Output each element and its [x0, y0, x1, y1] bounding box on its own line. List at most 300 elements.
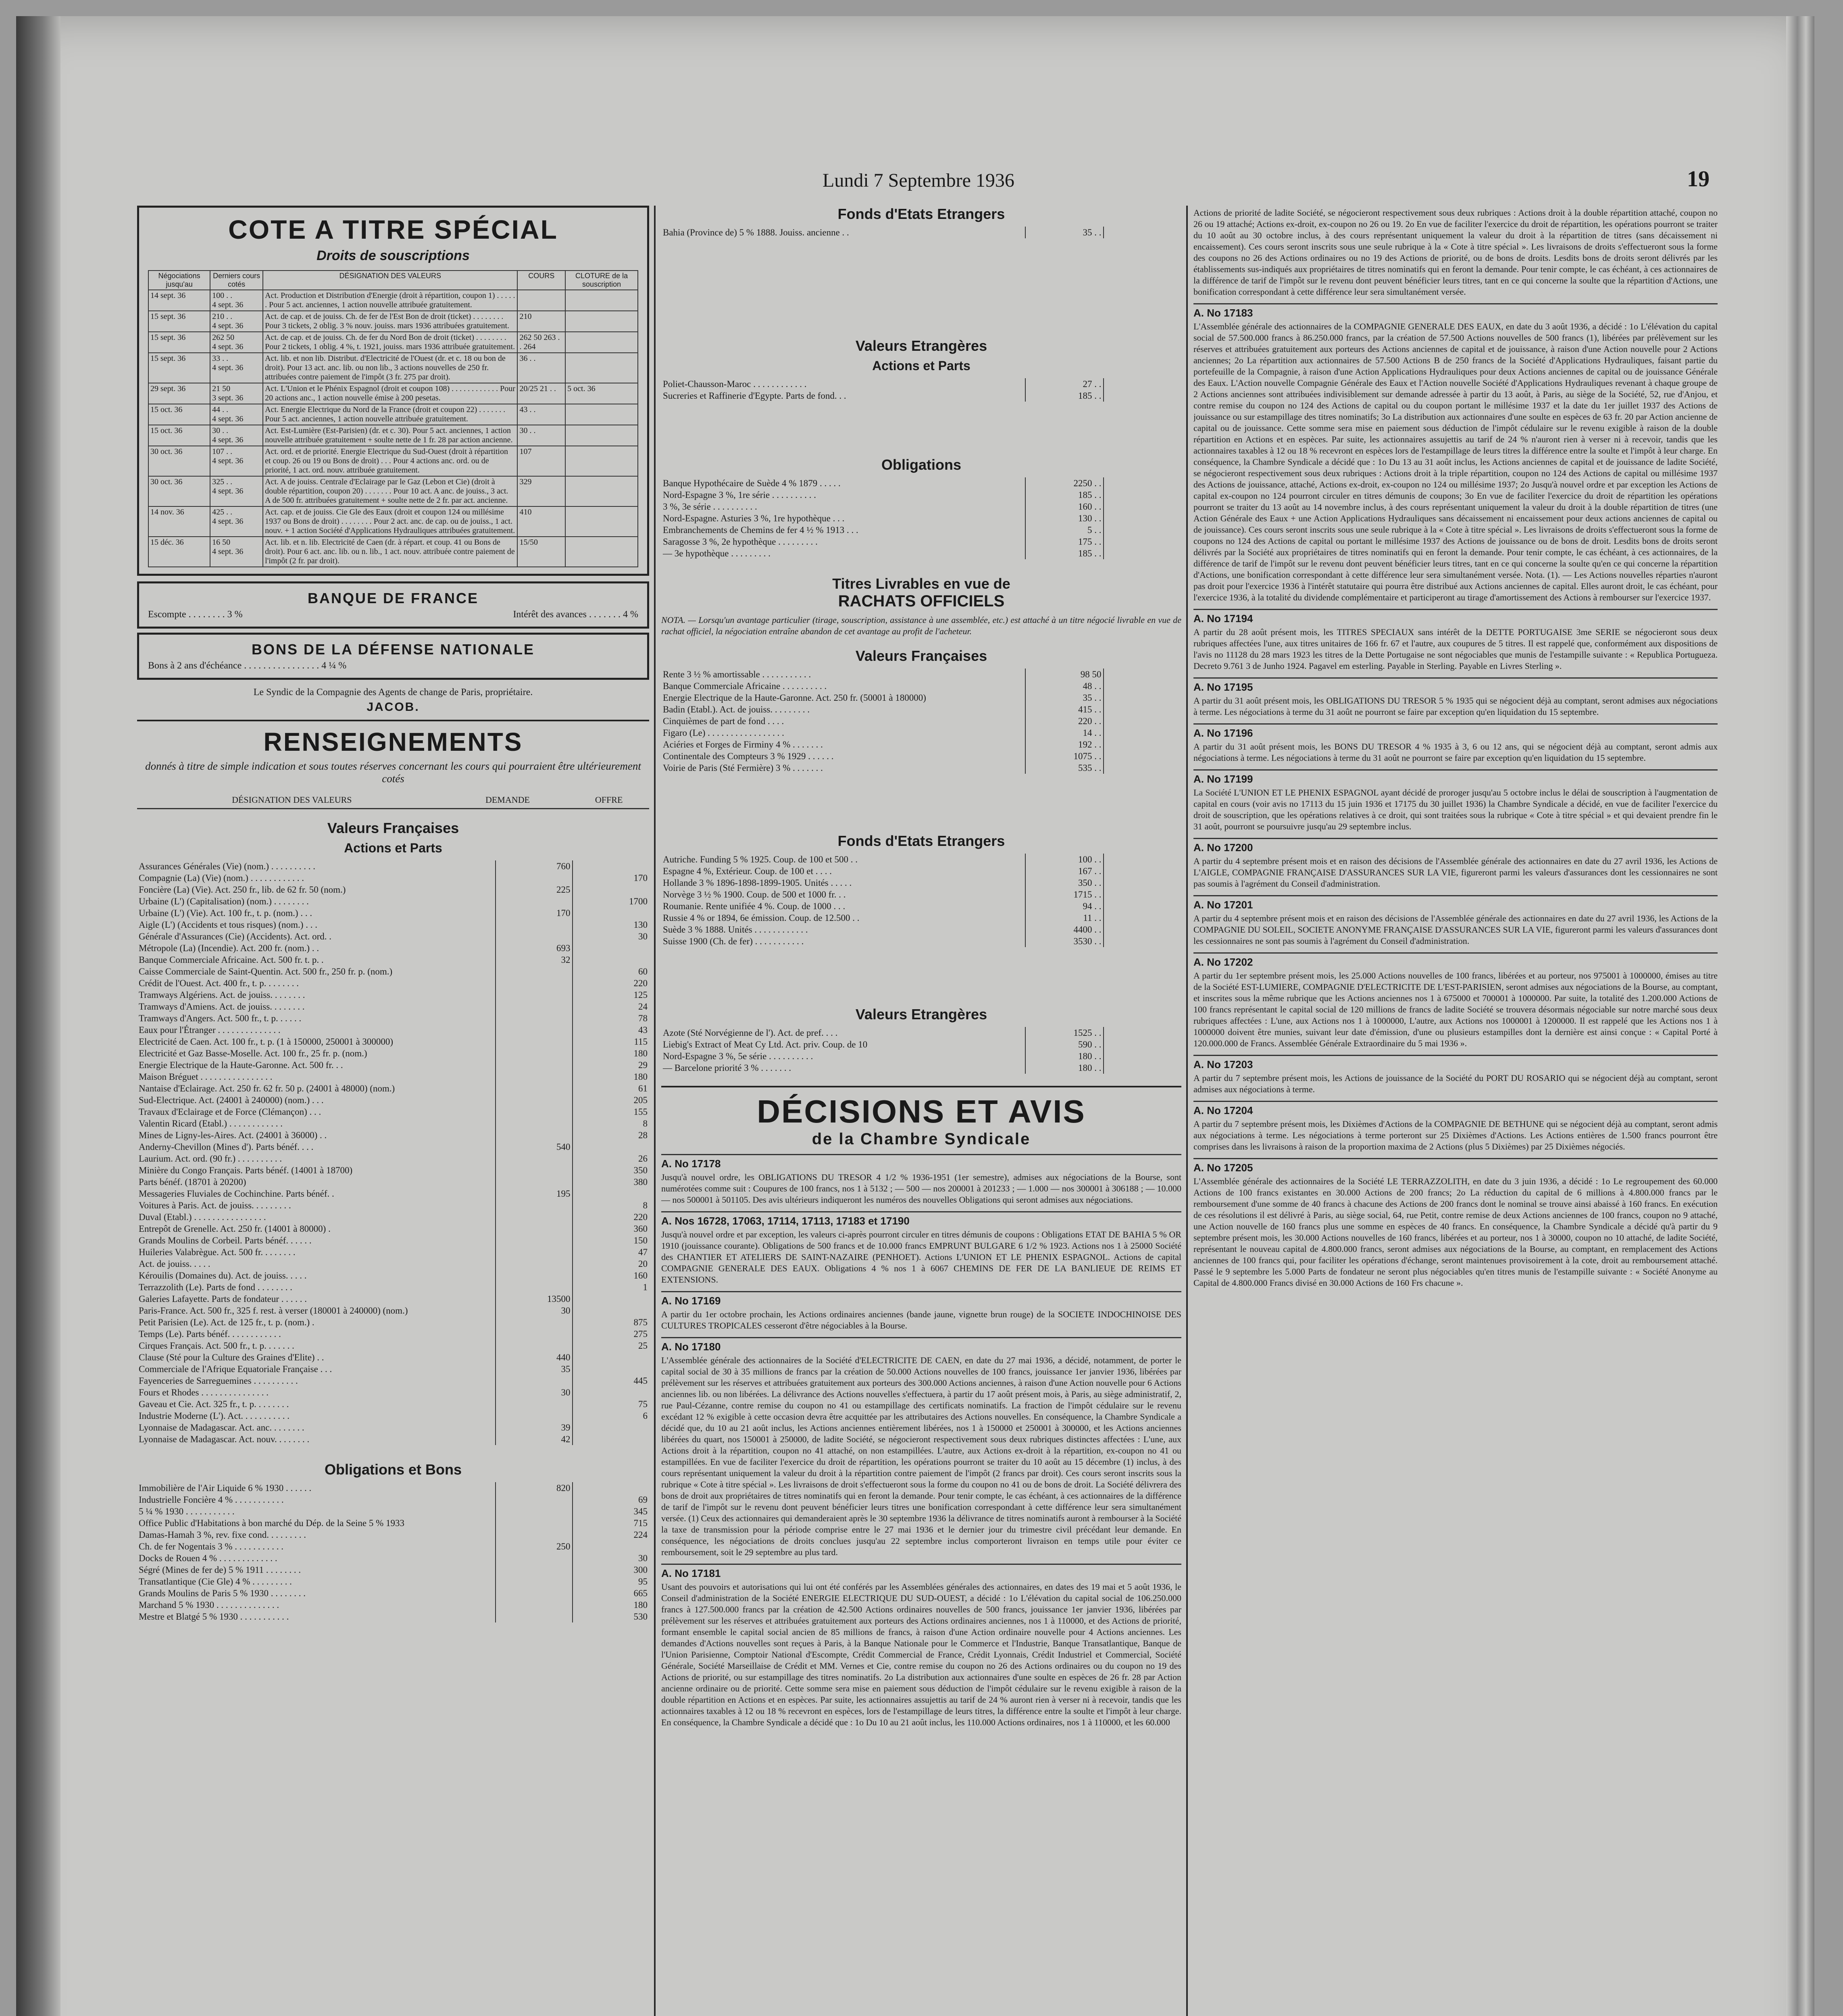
list-row [137, 1211, 649, 1223]
value-offre: 665 [573, 1587, 650, 1599]
value-name: Valentin Ricard (Etabl.) . . . . . . . . . . . . [139, 1118, 283, 1129]
value-demande [496, 1071, 573, 1083]
value-offre [573, 942, 650, 954]
cote-cell-last: 262 50 4 sept. 36 [210, 332, 263, 353]
avis-text: Jusqu'à nouvel ordre et par exception, les valeurs ci-après pourront circuler en titres démunis de coupons : Obligations ETAT DE BAHIA 5 % OR 1910 (jouissance courante). Obligations de 500 francs et de 10.000 francs EMPRUNT BULGARE 6 1/2 % 1923. Actions nos 1 à 25000 Société des CHANTIER ET ATELIERS DE SAINT-NAZAIRE (PENHOET). Actions L'UNION ET LE PHENIX ESPAGNOL. Actions de capital COMPAGNIE GENERALE DES EAUX. Obligations 4 % nos 1 à 6067 CHEMINS DE FER DE LA BANLIEUE DE REIMS ET EXTENSIONS. [661, 1229, 1181, 1285]
list-row [661, 935, 1181, 947]
avis-text: A partir du 1er octobre prochain, les Actions ordinaires anciennes (bande jaune, vignette brun rouge) de la SOCIETE INDOCHINOISE DES CULTURES TROPICALES cesseront d'être négociables à la Bourse. [661, 1309, 1181, 1331]
value-demande [496, 1083, 573, 1094]
value-offre [1104, 900, 1182, 912]
value-offre [1104, 692, 1182, 704]
value-demande: 30 [496, 1305, 573, 1316]
cote-cell-last: 325 . . 4 sept. 36 [210, 476, 263, 506]
value-demande [496, 1001, 573, 1012]
list-row [661, 750, 1181, 762]
value-demande [496, 1258, 573, 1270]
value-name: Banque Commerciale Africaine . . . . . . . . . . [663, 681, 827, 691]
value-name: Duval (Etabl.) . . . . . . . . . . . . . . . . [139, 1212, 266, 1222]
value-offre: 180 [573, 1048, 650, 1059]
value-demande: 27 . . [1025, 378, 1104, 390]
value-name: Act. de jouiss. . . . . [139, 1259, 210, 1269]
obligations-list [137, 1482, 649, 1622]
list-row [137, 1235, 649, 1246]
actions-list [137, 860, 649, 1445]
value-demande: 195 [496, 1188, 573, 1200]
list-row [137, 1258, 649, 1270]
value-offre: 300 [573, 1564, 650, 1576]
value-offre [1104, 536, 1182, 548]
value-name: Urbaine (L') (Capitalisation) (nom.) . . . . . . . . [139, 896, 309, 906]
value-demande [496, 1118, 573, 1129]
avis-number: A. No 17201 [1193, 895, 1718, 911]
cote-cell-name: Act. L'Union et le Phénix Espagnol (droit et coupon 108) . . . . . . . . . . . . Pour 20 actions anc., 1 action nouvelle émise à 200 pesetas. [263, 383, 517, 404]
value-demande [496, 1517, 573, 1529]
list-row [661, 877, 1181, 889]
list-row [137, 1153, 649, 1164]
value-name: Transatlantique (Cie Gle) 4 % . . . . . . . . . [139, 1577, 292, 1587]
value-name: Azote (Sté Norvégienne de l'). Act. de pref. . . . [663, 1028, 838, 1038]
cote-cell-last: 16 50 4 sept. 36 [210, 537, 263, 567]
cote-cell-cours: 20/25 21 . . [517, 383, 565, 404]
value-offre: 28 [573, 1129, 650, 1141]
value-offre [573, 954, 650, 966]
value-demande [496, 1211, 573, 1223]
bons-defense-box [137, 633, 649, 680]
value-offre [1104, 1062, 1182, 1074]
value-name: Cinquièmes de part de fond . . . . [663, 716, 784, 726]
list-row [137, 1176, 649, 1188]
banque-de-france-box [137, 581, 649, 629]
value-demande: 98 50 [1025, 669, 1104, 680]
value-offre: 530 [573, 1611, 650, 1622]
value-offre [573, 1188, 650, 1200]
value-name: Rente 3 ½ % amortissable . . . . . . . . . . . [663, 669, 811, 679]
value-offre: 205 [573, 1094, 650, 1106]
value-offre [1104, 727, 1182, 739]
cote-cell-date: 14 sept. 36 [148, 290, 210, 311]
value-demande: 170 [496, 907, 573, 919]
cote-cell-name: Act. cap. et de jouiss. Cie Gle des Eaux (droit et coupon 124 ou millésime 1937 ou Bons de droit) . . . . . . . . Pour 2 act. anc. de cap. ou de jouiss., 1 act. nouv. + 1 action Société d'Applications Hydrauliques attribuées gratuitement. [263, 506, 517, 537]
value-demande: 167 . . [1025, 865, 1104, 877]
list-row [661, 704, 1181, 715]
value-demande [496, 1564, 573, 1576]
value-name: Tramways Algériens. Act. de jouiss. . . . . . . . [139, 990, 305, 1000]
value-offre: 78 [573, 1012, 650, 1024]
value-name: Paris-France. Act. 500 fr., 325 f. rest. à verser (180001 à 240000) (nom.) [139, 1306, 408, 1316]
list-row [137, 1246, 649, 1258]
column-rule [1186, 206, 1188, 2016]
avis-number: A. No 17199 [1193, 769, 1718, 785]
value-name: Sud-Electrique. Act. (24001 à 240000) (nom.) . . . [139, 1095, 324, 1105]
value-offre: 130 [573, 919, 650, 931]
column-left [137, 206, 649, 2016]
value-offre: 125 [573, 989, 650, 1001]
value-offre: 170 [573, 872, 650, 884]
value-offre [1104, 227, 1182, 238]
valeurs-etrangeres-title: Valeurs Etrangères [855, 337, 987, 354]
column-rule [654, 206, 656, 2016]
list-row [137, 1506, 649, 1517]
cote-cell-date: 15 sept. 36 [148, 353, 210, 383]
value-demande: 13500 [496, 1293, 573, 1305]
value-demande [496, 1410, 573, 1422]
list-row [661, 536, 1181, 548]
value-name: Ch. de fer Nogentais 3 % . . . . . . . . . . . [139, 1541, 283, 1552]
value-demande [496, 1048, 573, 1059]
value-name: Energie Electrique de la Haute-Garonne. Act. 250 fr. (50001 à 180000) [663, 693, 926, 703]
value-name: Hollande 3 % 1896-1898-1899-1905. Unités . . . . . [663, 878, 852, 888]
value-name: Electricité de Caen. Act. 100 fr., t. p. (1 à 150000, 250001 à 300000) [139, 1037, 394, 1047]
value-demande [496, 1281, 573, 1293]
avis-text: Jusqu'à nouvel ordre, les OBLIGATIONS DU TRESOR 4 1/2 % 1936-1951 (1er semestre), admises aux négociations de la Bourse, sont numérotées comme suit : Coupures de 100 francs, nos 1 à 5132 ; — 500 — nos 200001 à 201233 ; — 1.000 — nos 300001 à 306188 ; — 10.000 — nos 500001 à 501105. Des avis ultérieurs indiqueront les numéros des nouvelles Obligations qui seront admises aux négociations. [661, 1172, 1181, 1205]
value-name: Norvège 3 ½ % 1900. Coup. de 500 et 1000 fr. . . [663, 889, 846, 900]
value-name: Lyonnaise de Madagascar. Act. anc. . . . . . . . [139, 1422, 304, 1433]
cote-cell-cours: 262 50 263 . . 264 [517, 332, 565, 353]
list-row [137, 1293, 649, 1305]
avis-number: A. No 17194 [1193, 609, 1718, 625]
cote-row [148, 425, 638, 446]
value-offre [1104, 704, 1182, 715]
list-row [661, 1050, 1181, 1062]
list-row [137, 1433, 649, 1445]
page-header [137, 161, 1710, 198]
value-offre [573, 884, 650, 896]
fonds-etats-list [661, 227, 1181, 238]
value-offre: 715 [573, 1517, 650, 1529]
value-demande: 4400 . . [1025, 924, 1104, 935]
list-row [137, 1599, 649, 1611]
list-row [661, 715, 1181, 727]
value-demande [496, 1024, 573, 1036]
list-row [137, 1164, 649, 1176]
valeurs-etrangeres-list-2 [661, 1027, 1181, 1074]
value-demande: 185 . . [1025, 548, 1104, 559]
value-demande: 48 . . [1025, 680, 1104, 692]
value-name: Laurium. Act. ord. (90 fr.) . . . . . . . . . . [139, 1154, 282, 1164]
value-name: Urbaine (L') (Vie). Act. 100 fr., t. p. (nom.) . . . [139, 908, 312, 918]
cote-cell-last: 210 . . 4 sept. 36 [210, 311, 263, 332]
cote-cell-close [565, 506, 638, 537]
cote-cell-last: 30 . . 4 sept. 36 [210, 425, 263, 446]
value-name: 5 ¼ % 1930 . . . . . . . . . . . [139, 1506, 235, 1516]
value-offre: 30 [573, 1552, 650, 1564]
value-offre: 445 [573, 1375, 650, 1387]
value-demande: 14 . . [1025, 727, 1104, 739]
value-offre: 150 [573, 1235, 650, 1246]
value-offre: 360 [573, 1223, 650, 1235]
value-name: Liebig's Extract of Meat Cy Ltd. Act. priv. Coup. de 10 [663, 1039, 868, 1050]
value-demande: 250 [496, 1541, 573, 1552]
value-name: Gaveau et Cie. Act. 325 fr., t. p. . . . . . . . [139, 1399, 289, 1409]
list-row [137, 1340, 649, 1352]
bons-line: Bons à 2 ans d'échéance . . . . . . . . . . . . . . . . 4 ¼ % [148, 660, 347, 671]
list-row [137, 1281, 649, 1293]
cote-header-3: COURS [517, 271, 565, 290]
list-row [661, 1027, 1181, 1039]
obligations-list [661, 477, 1181, 559]
value-offre: 60 [573, 966, 650, 977]
value-demande: 535 . . [1025, 762, 1104, 774]
value-demande: 1075 . . [1025, 750, 1104, 762]
value-name: Tramways d'Amiens. Act. de jouiss. . . . . . . . [139, 1002, 305, 1012]
list-row [661, 924, 1181, 935]
cote-cell-close [565, 332, 638, 353]
list-row [661, 762, 1181, 774]
value-demande: 175 . . [1025, 536, 1104, 548]
list-row [661, 1062, 1181, 1074]
valeurs-francaises-title: Valeurs Françaises [855, 648, 987, 664]
cote-cell-last: 425 . . 4 sept. 36 [210, 506, 263, 537]
value-name: Nantaise d'Eclairage. Act. 250 fr. 62 fr. 50 p. (24001 à 48000) (nom.) [139, 1083, 395, 1093]
value-name: Roumanie. Rente unifiée 4 %. Coup. de 1000 . . . [663, 901, 845, 911]
value-offre [1104, 854, 1182, 865]
value-demande: 35 [496, 1363, 573, 1375]
value-name: Energie Electrique de la Haute-Garonne. Act. 500 fr. . . [139, 1060, 343, 1070]
value-demande: 130 . . [1025, 512, 1104, 524]
value-name: Assurances Générales (Vie) (nom.) . . . . . . . . . . [139, 861, 316, 871]
avis-text: A partir du 31 août présent mois, les BONS DU TRESOR 4 % 1935 à 3, 6 ou 12 ans, qui se négocient déjà au comptant, seront admis aux négociations à terme. Les négociations à terme du 31 août ne pourront se faire par exception qu'en liquidation du 15 septembre. [1193, 741, 1718, 763]
actions-parts-title: Actions et Parts [872, 358, 970, 373]
list-row [137, 1024, 649, 1036]
value-offre: 75 [573, 1398, 650, 1410]
list-row [137, 1059, 649, 1071]
value-demande [496, 1036, 573, 1048]
cote-cell-name: Act. lib. et non lib. Distribut. d'Electricité de l'Ouest (dr. et c. 18 ou bon de droit). Pour 13 act. anc. lib. ou non lib., 3 actions nouvelles de 250 fr. attribuées contre paiement de l'impôt (3 fr. 275 par droit). [263, 353, 517, 383]
value-name: Huileries Valabrègue. Act. 500 fr. . . . . . . . [139, 1247, 296, 1257]
value-name: Aciéries et Forges de Firminy 4 % . . . . . . . [663, 739, 823, 750]
list-row [661, 865, 1181, 877]
value-offre [1104, 489, 1182, 501]
list-row [661, 501, 1181, 512]
value-name: Nord-Espagne. Asturies 3 %, 1re hypothèque . . . [663, 513, 845, 523]
value-name: Badin (Etabl.). Act. de jouiss. . . . . . . . . [663, 704, 810, 714]
cote-title: COTE A TITRE SPÉCIAL [228, 215, 558, 244]
cote-cell-last: 44 . . 4 sept. 36 [210, 404, 263, 425]
value-offre [573, 907, 650, 919]
cote-cell-cours: 43 . . [517, 404, 565, 425]
avis-number: A. Nos 16728, 17063, 17114, 17113, 17183 et 17190 [661, 1211, 1181, 1227]
value-name: Générale d'Assurances (Cie) (Accidents). Act. ord. . [139, 931, 332, 941]
fonds-etats-list-2 [661, 854, 1181, 947]
value-offre [1104, 750, 1182, 762]
list-row [661, 889, 1181, 900]
value-offre [1104, 912, 1182, 924]
value-offre [1104, 680, 1182, 692]
list-row [137, 1328, 649, 1340]
list-row [137, 942, 649, 954]
cote-cell-cours: 107 [517, 446, 565, 476]
cote-subtitle: Droits de souscriptions [317, 248, 470, 263]
avis-number: A. No 17205 [1193, 1158, 1718, 1174]
list-row [661, 739, 1181, 750]
list-row [137, 1363, 649, 1375]
value-demande: 160 . . [1025, 501, 1104, 512]
cote-cell-close [565, 446, 638, 476]
value-demande [496, 1494, 573, 1506]
value-name: Electricité et Gaz Basse-Moselle. Act. 100 fr., 25 fr. p. (nom.) [139, 1048, 367, 1058]
list-row [137, 1118, 649, 1129]
value-name: Travaux d'Eclairage et de Force (Clémançon) . . . [139, 1107, 321, 1117]
list-row [137, 989, 649, 1001]
list-row [137, 1083, 649, 1094]
value-offre [1104, 739, 1182, 750]
value-name: Entrepôt de Grenelle. Act. 250 fr. (14001 à 80000) . [139, 1224, 331, 1234]
list-row [137, 1564, 649, 1576]
value-name: Minière du Congo Français. Parts bénéf. (14001 à 18700) [139, 1165, 353, 1175]
avis-list-right [1193, 303, 1718, 1289]
value-demande [496, 977, 573, 989]
value-name: Poliet-Chausson-Maroc . . . . . . . . . . . . [663, 379, 807, 389]
value-demande: 693 [496, 942, 573, 954]
avis-number: A. No 17180 [661, 1337, 1181, 1353]
value-demande: 185 . . [1025, 489, 1104, 501]
list-row [137, 1398, 649, 1410]
list-row [137, 1094, 649, 1106]
value-name: — Barcelone priorité 3 % . . . . . . . [663, 1063, 791, 1073]
value-demande: 100 . . [1025, 854, 1104, 865]
cote-titre-special-box [137, 206, 649, 576]
value-name: Clause (Sté pour la Culture des Graines d'Elite) . . [139, 1352, 324, 1362]
avances-rate: Intérêt des avances . . . . . . . 4 % [513, 609, 638, 620]
col-header-designation: DÉSIGNATION DES VALEURS [137, 791, 447, 809]
value-name: Lyonnaise de Madagascar. Act. nouv. . . . . . . . [139, 1434, 310, 1444]
rachats-title-2: RACHATS OFFICIELS [838, 592, 1005, 610]
value-name: Nord-Espagne 3 %, 5e série . . . . . . . . . . [663, 1051, 813, 1061]
value-name: Autriche. Funding 5 % 1925. Coup. de 100 et 500 . . [663, 854, 858, 864]
value-demande [496, 896, 573, 907]
decisions-subtitle: de la Chambre Syndicale [812, 1130, 1031, 1148]
value-offre: 47 [573, 1246, 650, 1258]
avis-text: A partir du 28 août présent mois, les TITRES SPECIAUX sans intérêt de la DETTE PORTUGAISE 3me SERIE se négocieront sous deux rubriques affectées l'une, aux titres unitaires de 166 fr. 67 et l'autre, aux coupures de 5 titres. Il est rappelé que, conformément aux dispositions de l'avis no 11128 du 28 mars 1923 les titres de la Dette Portugaise ne sont négociables que munis de l'estampille suivante : « Republica Portugueza. Decreto 9.761 3 de Junho 1924. Pagavel em esterling. Payable in Sterling. Payable en Livres Sterling ». [1193, 627, 1718, 671]
value-name: Temps (Le). Parts bénéf. . . . . . . . . . . . [139, 1329, 281, 1339]
value-demande [496, 1340, 573, 1352]
value-demande [496, 1611, 573, 1622]
value-name: Saragosse 3 %, 2e hypothèque . . . . . . . . . [663, 537, 818, 547]
value-name: Voitures à Paris. Act. de jouiss. . . . . . . . . [139, 1200, 291, 1210]
list-row [661, 680, 1181, 692]
value-offre [573, 1387, 650, 1398]
page-date: Lundi 7 Septembre 1936 [823, 170, 1014, 191]
cote-header-2: DÉSIGNATION DES VALEURS [263, 271, 517, 290]
value-name: Espagne 4 %, Extérieur. Coup. de 100 et . . . . [663, 866, 832, 876]
value-demande [496, 1153, 573, 1164]
value-offre: 350 [573, 1164, 650, 1176]
rachats-nota: NOTA. — Lorsqu'un avantage particulier (tirage, souscription, assistance à une assemblée, etc.) est attaché à un titre négocié livrable en vue de rachat officiel, la négociation entraîne abandon de cet avantage au profit de l'acheteur. [661, 615, 1181, 636]
column-right [1193, 206, 1718, 2016]
list-row [137, 1036, 649, 1048]
list-row [137, 1422, 649, 1433]
value-demande: 3530 . . [1025, 935, 1104, 947]
list-row [137, 977, 649, 989]
value-offre [573, 1433, 650, 1445]
cote-cell-date: 15 déc. 36 [148, 537, 210, 567]
value-demande: 180 . . [1025, 1062, 1104, 1074]
value-demande: 42 [496, 1433, 573, 1445]
list-row [137, 1611, 649, 1622]
list-row [661, 669, 1181, 680]
value-offre [1104, 924, 1182, 935]
list-row [661, 477, 1181, 489]
value-offre: 95 [573, 1576, 650, 1587]
value-name: Continentale des Compteurs 3 % 1929 . . . . . . [663, 751, 834, 761]
value-demande: 32 [496, 954, 573, 966]
value-name: Caisse Commerciale de Saint-Quentin. Act. 500 fr., 250 fr. p. (nom.) [139, 966, 393, 977]
list-row [137, 1410, 649, 1422]
cote-cell-close [565, 290, 638, 311]
decisions-title: DÉCISIONS ET AVIS [757, 1093, 1086, 1129]
value-demande [496, 1012, 573, 1024]
value-offre: 1700 [573, 896, 650, 907]
cote-row [148, 332, 638, 353]
list-row [137, 1188, 649, 1200]
cote-row [148, 476, 638, 506]
list-row [137, 1552, 649, 1564]
cote-cell-close [565, 353, 638, 383]
value-name: Commerciale de l'Afrique Equatoriale Française . . . [139, 1364, 332, 1374]
value-demande: 5 . . [1025, 524, 1104, 536]
value-offre [573, 1305, 650, 1316]
value-name: Parts bénéf. (18701 à 20200) [139, 1177, 246, 1187]
avis-number: A. No 17200 [1193, 838, 1718, 854]
col-header-demande: DEMANDE [447, 791, 569, 809]
value-name: Mines de Ligny-les-Aires. Act. (24001 à 36000) . . [139, 1130, 327, 1140]
cote-cell-date: 15 sept. 36 [148, 332, 210, 353]
value-offre: 25 [573, 1340, 650, 1352]
cote-row [148, 506, 638, 537]
section-valeurs-francaises: Valeurs Françaises [327, 820, 459, 836]
value-demande [496, 1200, 573, 1211]
value-offre: 1 [573, 1281, 650, 1293]
value-demande [496, 1552, 573, 1564]
value-offre [1104, 877, 1182, 889]
value-name: Banque Commerciale Africaine. Act. 500 fr. t. p. . [139, 955, 324, 965]
value-name: Galeries Lafayette. Parts de fondateur . . . . . . [139, 1294, 307, 1304]
value-demande [496, 1059, 573, 1071]
value-demande: 590 . . [1025, 1039, 1104, 1050]
list-row [661, 548, 1181, 559]
avis-text: L'Assemblée générale des actionnaires de la Société LE TERRAZZOLITH, en date du 3 juin 1936, a décidé : 1o Le regroupement des 60.000 Actions de 100 francs existantes en 30.000 Actions de 200 francs; 2o La réduction du capital de 6 millions à 4.800.000 francs par le remboursement d'une somme de 40 francs à chacune des Actions de 200 francs dont le nominal se trouve ainsi abaissé à 160 francs. En exécution de ces résolutions il est délivré à Paris, au siège social, 64, rue Petit, contre remise de deux Actions anciennes de 100 francs, coupon no 9 attaché, une Action nouvelle de 160 francs plus une somme en espèces de 40 francs. En conséquence, la Chambre Syndicale a décidé qu'à partir du 9 septembre présent mois, les 30.000 Actions nouvelles de 160 francs, libérées et au porteur, nos 1 à 30000, coupon no 10 attaché, de ladite Société, représentant le nouveau capital de 4.800.000 francs, seront admises aux négociations de la Bourse, au comptant, en remplacement des Actions anciennes de 100 francs qui, pour faciliter les opérations d'échange, seront maintenues provisoirement à la cote, droit au remboursement attaché. Passé le 9 septembre les 5.000 Parts de fondateur ne seront plus négociables qu'en titres munis de l'estampille suivante : « Société Anonyme au Capital de 4.800.000 Francs divisé en 30.000 Actions de 160 Frs chacune ». [1193, 1176, 1718, 1288]
value-name: — 3e hypothèque . . . . . . . . . [663, 548, 771, 558]
cote-cell-cours: 410 [517, 506, 565, 537]
cote-cell-cours [517, 290, 565, 311]
list-row [137, 1200, 649, 1211]
list-row [137, 1106, 649, 1118]
cote-row [148, 537, 638, 567]
list-row [661, 390, 1181, 402]
value-name: Petit Parisien (Le). Act. de 125 fr., t. p. (nom.) . [139, 1317, 314, 1327]
list-row [137, 1587, 649, 1599]
cote-row [148, 383, 638, 404]
cote-cell-name: Act. de cap. et de jouiss. Ch. de fer du Nord Bon de droit (ticket) . . . . . . . . Pour 2 tickets, 1 oblig. 4 %, t. 1921, jouiss. mars 1936 attribuée gratuitement. [263, 332, 517, 353]
cote-cell-date: 30 oct. 36 [148, 446, 210, 476]
avis-number: A. No 17204 [1193, 1101, 1718, 1117]
list-row [137, 1494, 649, 1506]
syndic-line: Le Syndic de la Compagnie des Agents de change de Paris, propriétaire. [253, 687, 533, 698]
cote-cell-name: Act. de cap. et de jouiss. Ch. de fer de l'Est Bon de droit (ticket) . . . . . . . . Pour 3 tickets, 2 oblig. 3 % nouv. jouiss. mars 1936 attribuées gratuitement. [263, 311, 517, 332]
value-name: Office Public d'Habitations à bon marché du Dép. de la Seine 5 % 1933 [139, 1518, 405, 1528]
value-demande: 2250 . . [1025, 477, 1104, 489]
cote-cell-name: Act. Production et Distribution d'Energie (droit à répartition, coupon 1) . . . . . . Pour 5 act. anciennes, 1 action nouvelle attribuée gratuitement. [263, 290, 517, 311]
value-offre: 69 [573, 1494, 650, 1506]
cote-header-0: Négociations jusqu'au [148, 271, 210, 290]
bons-title: BONS DE LA DÉFENSE NATIONALE [251, 641, 535, 658]
value-offre: 180 [573, 1071, 650, 1083]
list-row [661, 524, 1181, 536]
value-demande: 192 . . [1025, 739, 1104, 750]
valeurs-francaises-list [661, 669, 1181, 774]
cote-cell-date: 15 oct. 36 [148, 404, 210, 425]
cote-cell-close [565, 311, 638, 332]
